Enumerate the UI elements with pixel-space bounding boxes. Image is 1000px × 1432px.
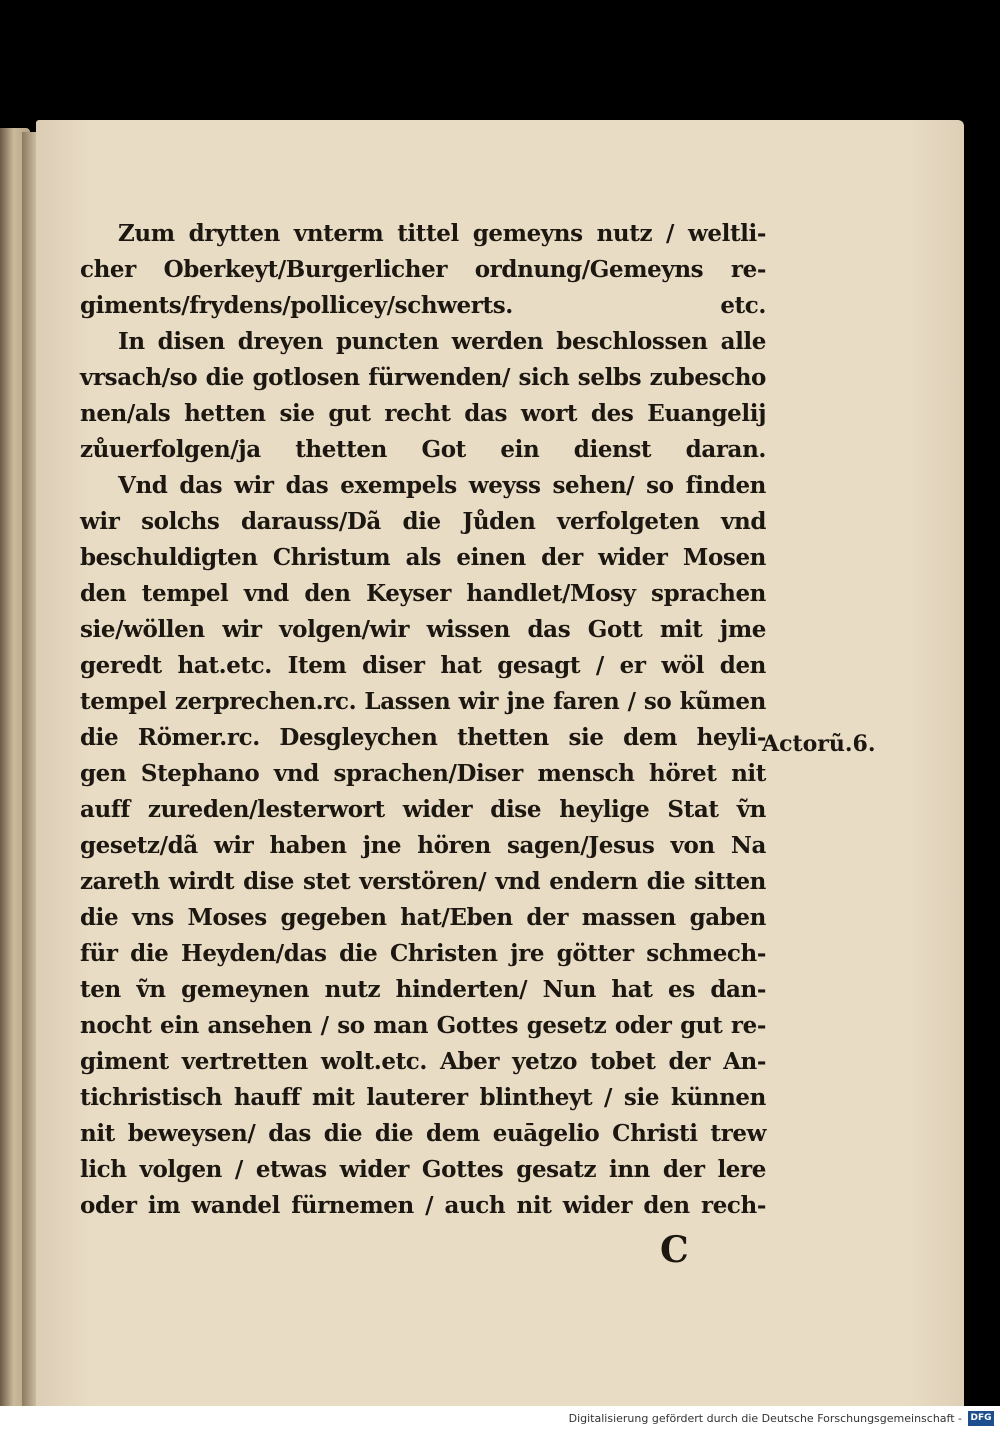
text-line: lich volgen / etwas wider Gottes gesatz inn der lere xyxy=(80,1156,766,1183)
digitization-credit: Digitalisierung gefördert durch die Deutsche Forschungsgemeinschaft - xyxy=(568,1412,962,1425)
dfg-logo-icon: DFG xyxy=(968,1411,994,1426)
text-line: auff zureden/lesterwort wider dise heylige Stat ṽn xyxy=(80,796,766,823)
signature-mark: C xyxy=(660,1229,689,1271)
text-line: den tempel vnd den Keyser handlet/Mosy sprachen xyxy=(80,580,766,607)
text-line: nocht ein ansehen / so man Gottes gesetz oder gut re‑ xyxy=(80,1012,766,1039)
text-line: nit beweysen/ das die die dem euāgelio Christi trew xyxy=(80,1120,766,1147)
marginal-note: Actorũ.6. xyxy=(762,731,876,757)
text-line: nen/als hetten sie gut recht das wort des Euangelij xyxy=(80,400,766,427)
text-line: für die Heyden/das die Christen jre götter schmech‑ xyxy=(80,940,766,967)
text-line: Vnd das wir das exempels weyss sehen/ so finden xyxy=(118,472,766,499)
text-line: giments/frydens/pollicey/schwerts. etc. xyxy=(80,292,766,319)
text-line: ten ṽn gemeynen nutz hinderten/ Nun hat es dan‑ xyxy=(80,976,766,1003)
footer-bar xyxy=(0,1406,1000,1432)
text-line: vrsach/so die gotlosen fürwenden/ sich selbs zubescho xyxy=(80,364,766,391)
text-line: gen Stephano vnd sprachen/Diser mensch höret nit xyxy=(80,760,766,787)
text-line: geredt hat.etc. Item diser hat gesagt / er wöl den xyxy=(80,652,766,679)
body-text xyxy=(80,216,766,1224)
text-line: wir solchs darauss/Dã die Jůden verfolgeten vnd xyxy=(80,508,766,535)
text-line: beschuldigten Christum als einen der wider Mosen xyxy=(80,544,766,571)
text-line: cher Oberkeyt/Burgerlicher ordnung/Gemeyns re‑ xyxy=(80,256,766,283)
text-line: zůuerfolgen/ja thetten Got ein dienst daran. xyxy=(80,436,766,463)
text-line: In disen dreyen puncten werden beschlossen alle xyxy=(118,328,766,355)
text-line: gesetz/dã wir haben jne hören sagen/Jesus von Na xyxy=(80,832,766,859)
text-line: tichristisch hauff mit lauterer blintheyt / sie künnen xyxy=(80,1084,766,1111)
text-line: giment vertretten wolt.etc. Aber yetzo tobet der An‑ xyxy=(80,1048,766,1075)
text-line: tempel zerprechen.rc. Lassen wir jne faren / so kũmen xyxy=(80,688,766,715)
text-line: die Römer.rc. Desgleychen thetten sie dem heyli‑ xyxy=(80,724,766,751)
text-line: sie/wöllen wir volgen/wir wissen das Gott mit jme xyxy=(80,616,766,643)
text-line: Zum drytten vnterm tittel gemeyns nutz / weltli‑ xyxy=(118,220,766,247)
text-line: die vns Moses gegeben hat/Eben der massen gaben xyxy=(80,904,766,931)
text-line: oder im wandel fürnemen / auch nit wider den rech‑ xyxy=(80,1192,766,1219)
text-line: zareth wirdt dise stet verstören/ vnd endern die sitten xyxy=(80,868,766,895)
